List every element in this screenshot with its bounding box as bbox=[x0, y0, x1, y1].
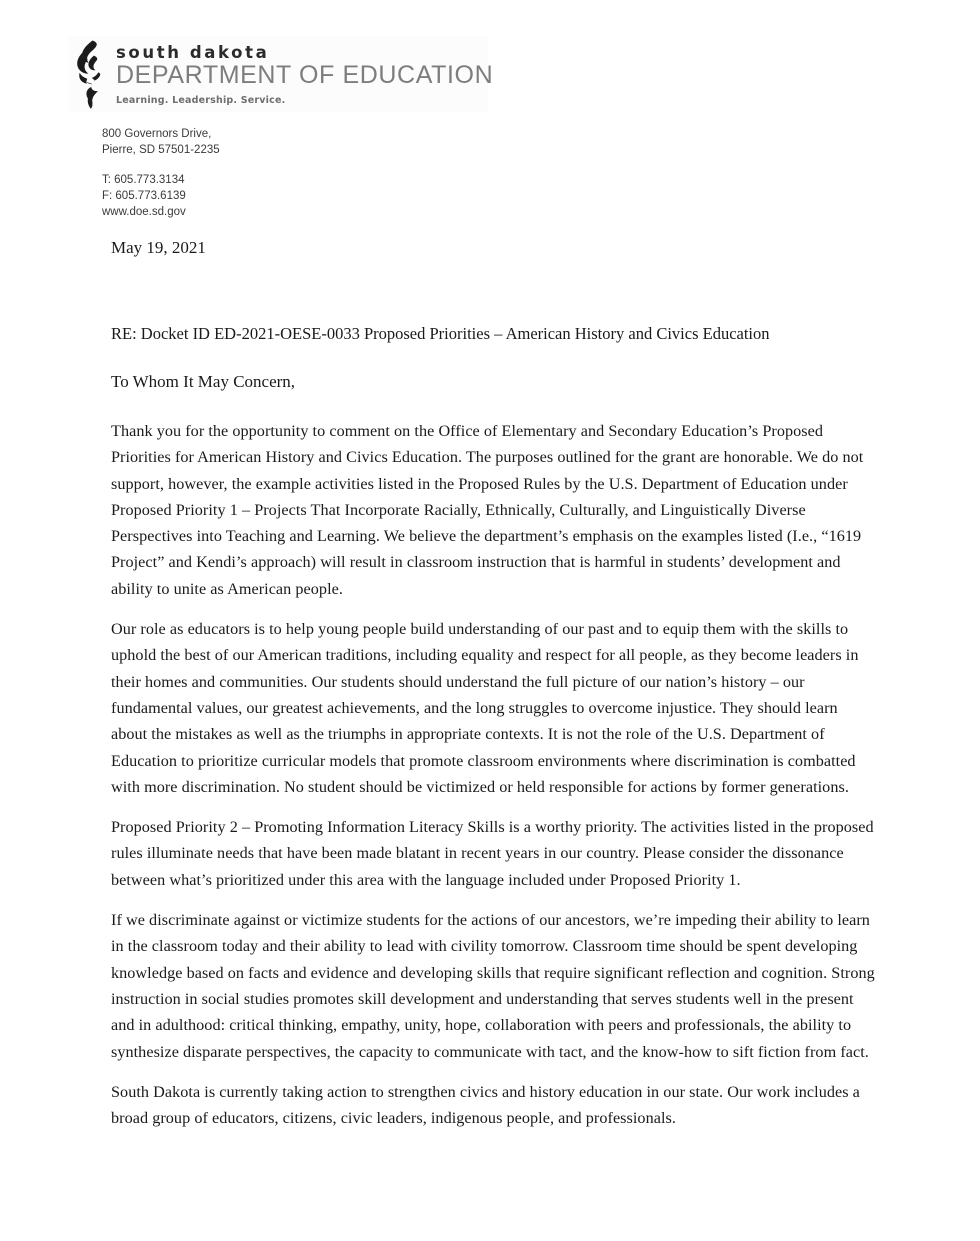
wordmark-department-name: DEPARTMENT OF EDUCATION bbox=[116, 61, 494, 90]
letter-paragraph: South Dakota is currently taking action to strengthen civics and history education in our state. Our work includes a broad group of educators, citizens, civic leaders, indigenous people, and professionals. bbox=[111, 1082, 860, 1128]
address-group bbox=[102, 126, 488, 158]
contact-group bbox=[102, 172, 488, 220]
website-url[interactable]: www.doe.sd.gov bbox=[102, 206, 186, 218]
letter-paragraph: Our role as educators is to help young people build understanding of our past and to equip them with the skills to uphold the best of our American traditions, including equality and respect for all people, as they become leaders in their homes and communities. Our students should understand the full picture of our nation’s history – our fundamental values, our greatest achievements, and the long struggles to overcome injustice. They should learn about the mistakes as well as the triumphs in appropriate contexts. It is not the role of the U.S. Department of Education to prioritize curricular models that promote classroom environments where discrimination is combatted with more discrimination. No student should be victimized or held responsible for actions by former generations. bbox=[111, 620, 859, 796]
agency-wordmark bbox=[116, 38, 493, 106]
letter-paragraph: Proposed Priority 2 – Promoting Information Literacy Skills is a worthy priority. The activities listed in the proposed rules illuminate needs that have been made blatant in recent years in our country. Please consider the dissonance between what’s prioritized under this area with the language included under Proposed Priority 1. bbox=[111, 818, 874, 889]
letterhead bbox=[68, 36, 494, 220]
letter-content bbox=[111, 236, 877, 1131]
wordmark-tagline: Learning. Leadership. Service. bbox=[116, 94, 286, 106]
letter-paragraph: Thank you for the opportunity to comment on the Office of Elementary and Secondary Education’s Proposed Priorities for American History and Civics Education. The purposes outlined for the grant are honorable. We do not support, however, the example activities listed in the Proposed Rules by the U.S. Department of Education under Proposed Priority 1 – Projects That Incorporate Racially, Ethnically, Culturally, and Linguistically Diverse Perspectives into Teaching and Learning. We believe the department’s emphasis on the examples listed (I.e., “1619 Project” and Kendi’s approach) will result in classroom instruction that is harmful in students’ development and ability to unite as American people. bbox=[111, 422, 864, 598]
address-line-2: Pierre, SD 57501-2235 bbox=[102, 144, 220, 156]
letter-salutation: To Whom It May Concern, bbox=[111, 372, 296, 391]
letter-paragraph: If we discriminate against or victimize students for the actions of our ancestors, we’re impeding their ability to learn in the classroom today and their ability to lead with civility tomorrow. Classroom time should be spent developing knowledge based on facts and evidence and developing skills that require significant reflection and cognition. Strong instruction in social studies promotes skill development and understanding that serves students well in the present and in adulthood: critical thinking, empathy, unity, hope, collaboration with peers and professionals, the ability to synthesize disparate perspectives, the capacity to communicate with tact, and the know-how to sift fiction from fact. bbox=[111, 911, 875, 1061]
agency-logo bbox=[68, 36, 494, 112]
letter-subject-line: RE: Docket ID ED-2021-OESE-0033 Proposed Priorities – American History and Civics Education bbox=[111, 324, 770, 343]
phone-number: T: 605.773.3134 bbox=[102, 174, 185, 186]
address-line-1: 800 Governors Drive, bbox=[102, 128, 212, 140]
fax-number: F: 605.773.6139 bbox=[102, 190, 186, 202]
torch-flame-logo-icon bbox=[68, 38, 110, 110]
letter-date: May 19, 2021 bbox=[111, 238, 206, 257]
wordmark-state-name: south dakota bbox=[116, 43, 270, 62]
contact-information bbox=[102, 126, 488, 220]
